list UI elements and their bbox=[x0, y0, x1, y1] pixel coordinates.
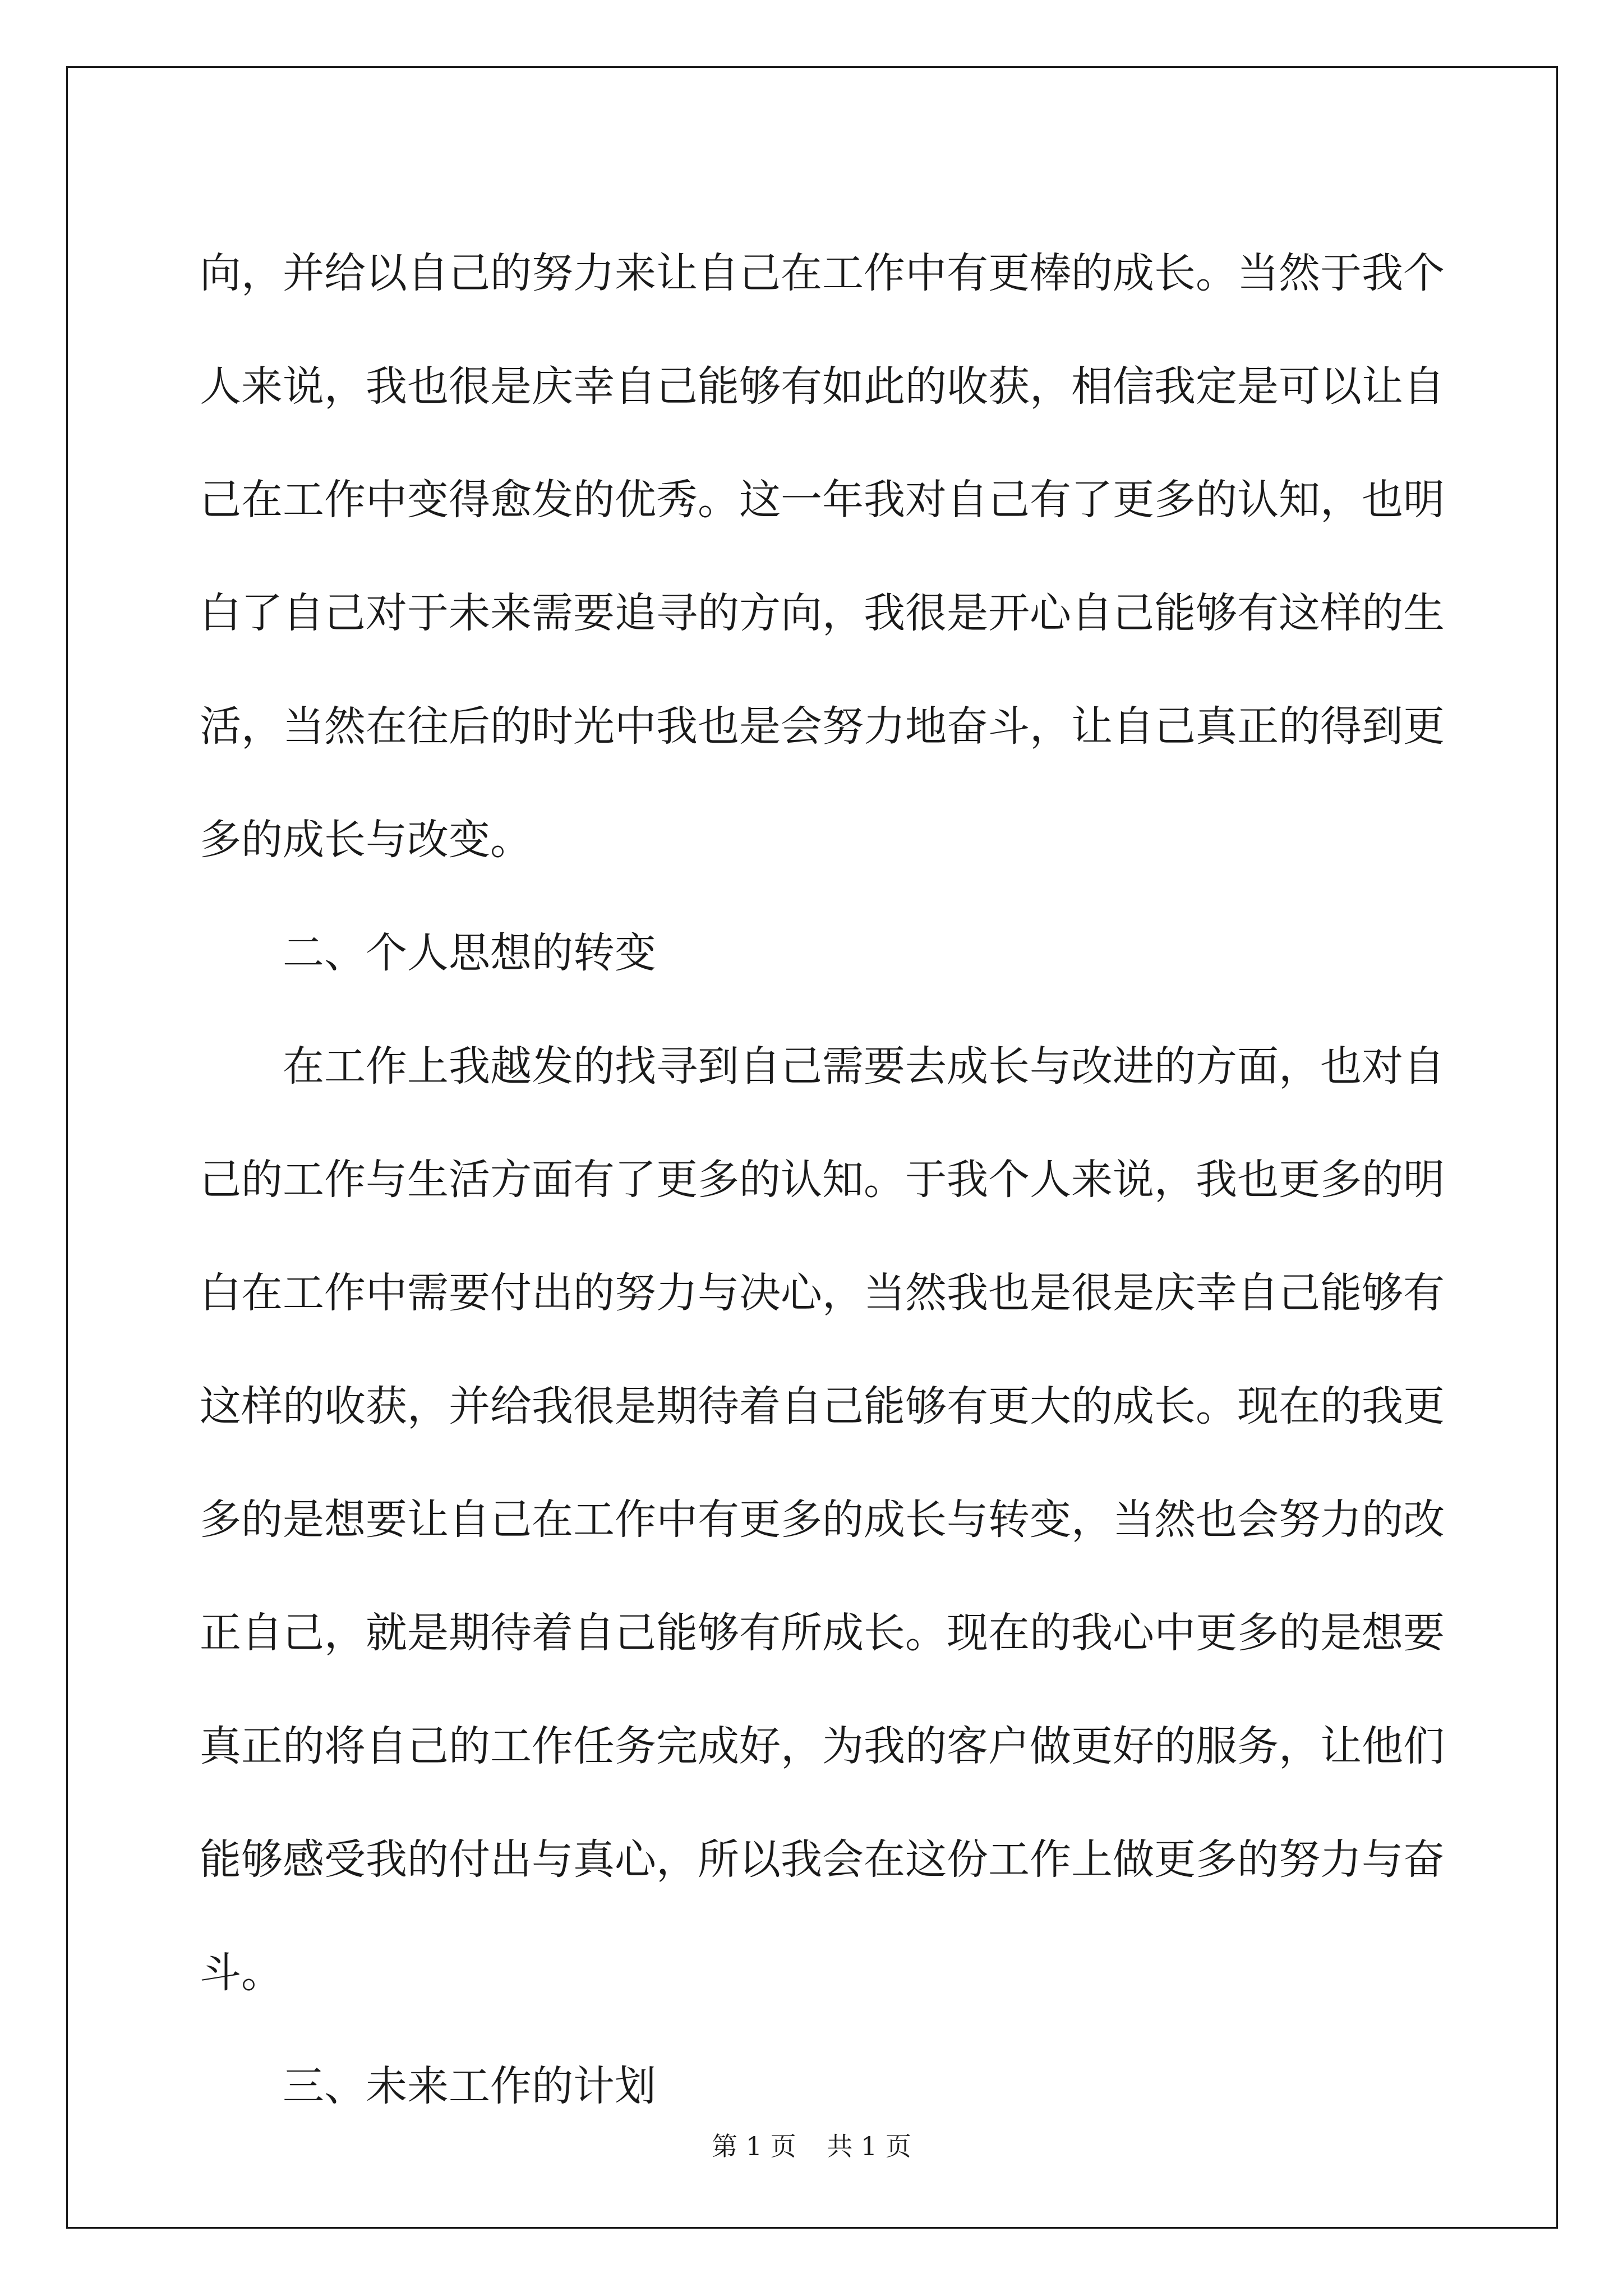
text-line: 向，并给以自己的努力来让自己在工作中有更棒的成长。当然于我个 bbox=[200, 249, 1445, 297]
text-line: 能够感受我的付出与真心，所以我会在这份工作上做更多的努力与奋 bbox=[200, 1835, 1445, 1884]
text-line: 白了自己对于未来需要追寻的方向，我很是开心自己能够有这样的生 bbox=[200, 589, 1445, 637]
text-line: 白在工作中需要付出的努力与决心，当然我也是很是庆幸自己能够有 bbox=[200, 1269, 1445, 1317]
page-footer bbox=[0, 2126, 1623, 2163]
text-line: 真正的将自己的工作任务完成好，为我的客户做更好的服务，让他们 bbox=[200, 1722, 1445, 1770]
text-line: 己在工作中变得愈发的优秀。这一年我对自己有了更多的认知，也明 bbox=[200, 476, 1445, 524]
text-line: 活，当然在往后的时光中我也是会努力地奋斗，让自己真正的得到更 bbox=[200, 702, 1445, 751]
document-body bbox=[200, 217, 1445, 2143]
text-line: 三、未来工作的计划 bbox=[283, 2062, 656, 2110]
page-number: 第 1 页 bbox=[712, 2131, 796, 2161]
text-line: 多的是想要让自己在工作中有更多的成长与转变，当然也会努力的改 bbox=[200, 1496, 1445, 1544]
text-line: 正自己，就是期待着自己能够有所成长。现在的我心中更多的是想要 bbox=[200, 1609, 1445, 1657]
text-line: 己的工作与生活方面有了更多的认知。于我个人来说，我也更多的明 bbox=[200, 1156, 1445, 1204]
text-line: 在工作上我越发的找寻到自己需要去成长与改进的方面，也对自 bbox=[283, 1042, 1445, 1091]
text-line: 斗。 bbox=[200, 1949, 283, 1997]
text-line: 这样的收获，并给我很是期待着自己能够有更大的成长。现在的我更 bbox=[200, 1382, 1445, 1430]
text-line: 人来说，我也很是庆幸自己能够有如此的收获，相信我定是可以让自 bbox=[200, 362, 1445, 411]
text-line: 多的成长与改变。 bbox=[200, 816, 532, 864]
page-total: 共 1 页 bbox=[827, 2131, 911, 2161]
text-line: 二、个人思想的转变 bbox=[283, 929, 656, 977]
